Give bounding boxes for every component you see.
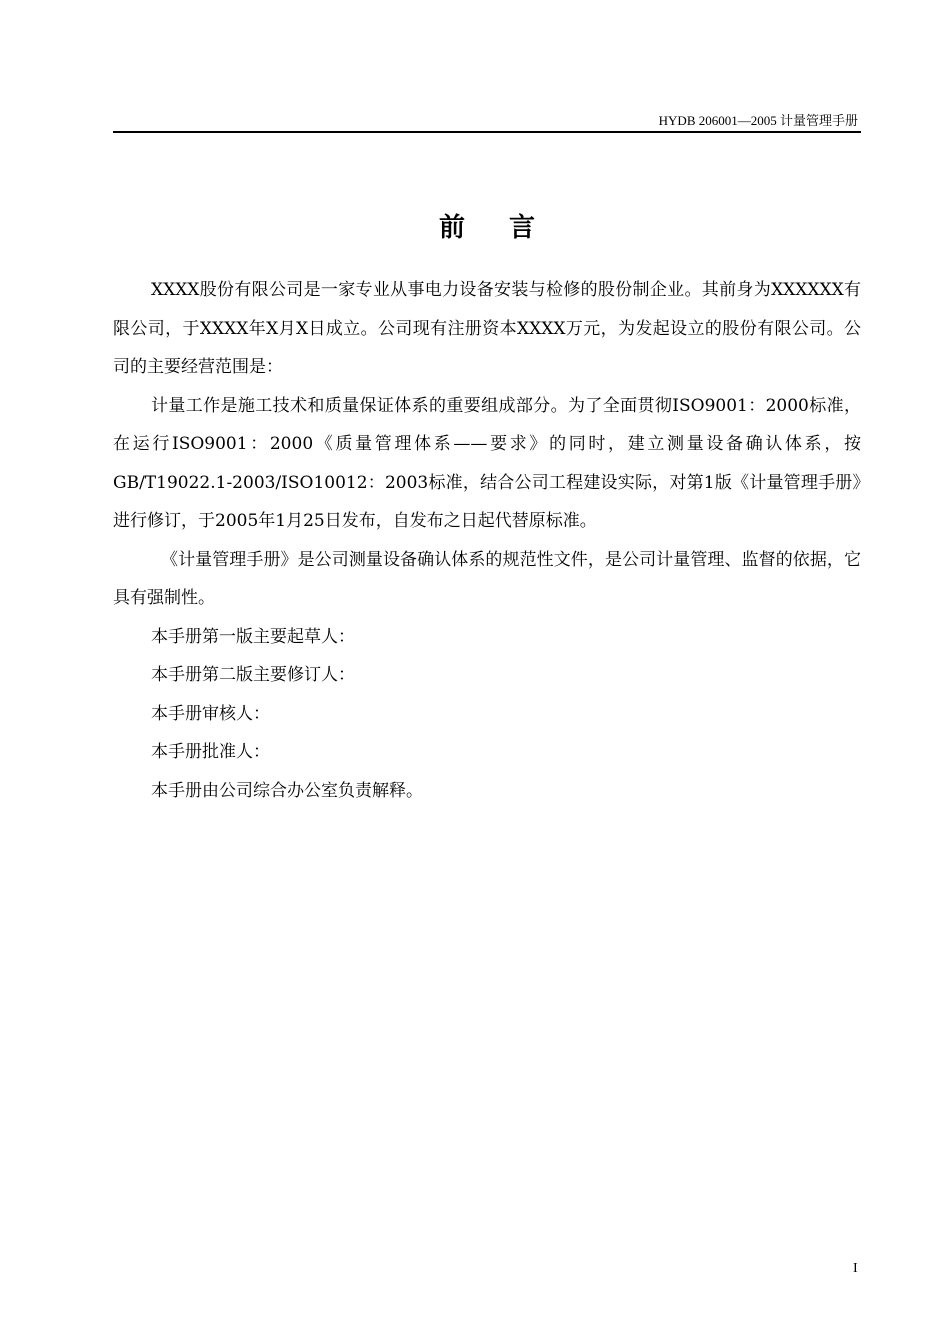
paragraph-second-reviser: 本手册第二版主要修订人： xyxy=(151,665,355,685)
paragraph-manual-nature: 《计量管理手册》是公司测量设备确认体系的规范性文件，是公司计量管理、监督的依据，它具有强制性。 xyxy=(113,549,861,608)
page-title: 前言 xyxy=(438,213,579,243)
paragraph-interpretation: 本手册由公司综合办公室负责解释。 xyxy=(151,780,423,801)
paragraph-company-intro: XXXX股份有限公司是一家专业从事电力设备安装与检修的股份制企业。其前身为XXXXXX有限公司，于XXXX年X月X日成立。公司现有注册资本XXXX万元，为发起设立的股份有限公司。公司的主要经营范围是： xyxy=(113,280,861,377)
running-header: HYDB 206001—2005 计量管理手册 xyxy=(658,113,858,128)
header-divider xyxy=(113,131,861,133)
paragraph-first-drafter: 本手册第一版主要起草人： xyxy=(151,626,355,647)
paragraph-metrology-purpose: 计量工作是施工技术和质量保证体系的重要组成部分。为了全面贯彻ISO9001：2000标准，在运行ISO9001：2000《质量管理体系——要求》的同时，建立测量设备确认体系，按GB/T19022.1-2003/ISO10012：2003标准，结合公司工程建设实际，对第1版《计量管理手册》进行修订，于2005年1月25日发布，自发布之日起代替原标准。 xyxy=(113,395,861,531)
body-content xyxy=(113,271,861,810)
paragraph-reviewer: 本手册审核人： xyxy=(151,703,270,724)
page-number: I xyxy=(853,1261,858,1276)
paragraph-approver: 本手册批准人： xyxy=(151,742,270,762)
